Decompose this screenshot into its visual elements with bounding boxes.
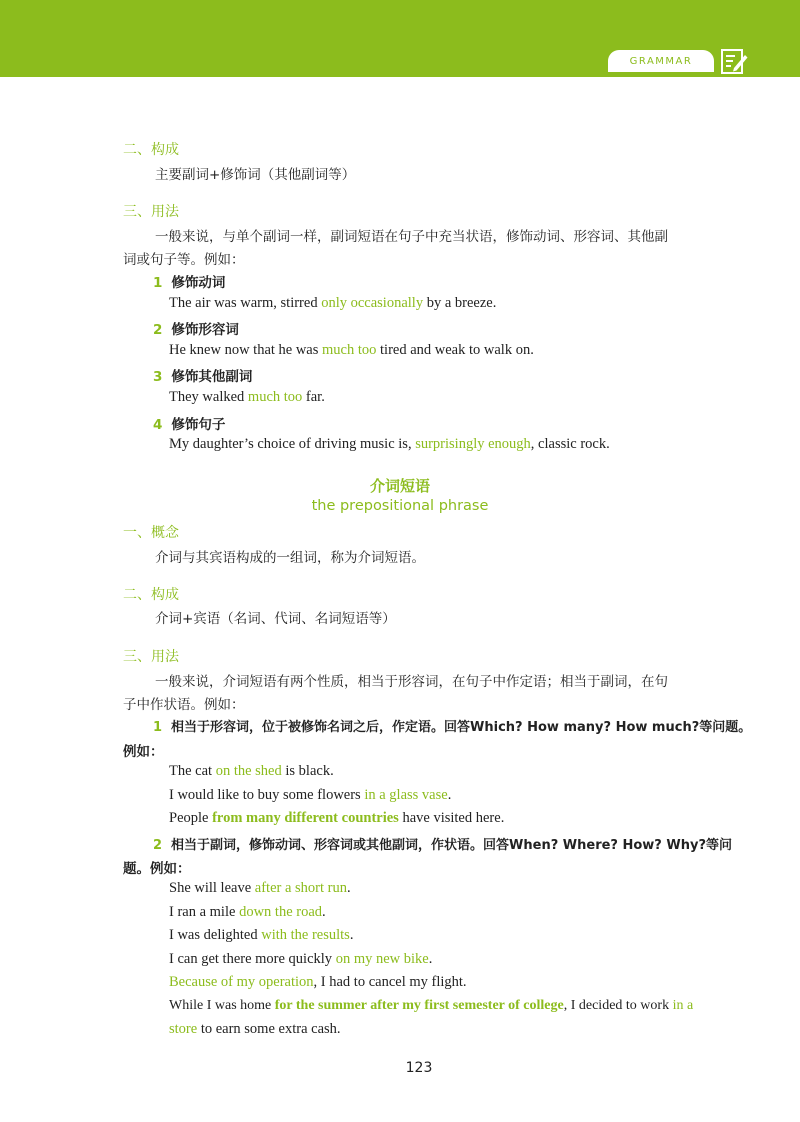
prep-adj-example-1: The cat on the shed is black. (169, 763, 334, 779)
adverb-example-4: My daughter’s choice of driving music is, surprisingly enough, classic rock. (169, 436, 610, 452)
prep-adj-example-3: People from many different countries have visited here. (169, 810, 505, 826)
adverb-example-3: They walked much too far. (169, 389, 325, 405)
prep-phrase-title-cn: 介词短语 (369, 477, 430, 495)
adverb-composition-heading: 二、构成 (123, 142, 179, 158)
adverb-usage-heading: 三、用法 (123, 204, 179, 220)
prep-usage-intro-line1: 一般来说，介词短语有两个性质，相当于形容词，在句子中作定语；相当于副词，在句 (155, 674, 668, 690)
prep-composition-body: 介词+宾语（名词、代词、名词短语等） (155, 611, 396, 627)
prep-usage-intro-line2: 子中作状语。例如： (123, 697, 245, 713)
adverb-usage-intro-line2: 词或句子等。例如： (123, 252, 245, 268)
prep-usage-heading: 三、用法 (123, 649, 179, 665)
prep-adv-example-3: I was delighted with the results. (169, 927, 354, 943)
prep-adv-example-4: I can get there more quickly on my new bike. (169, 951, 433, 967)
prep-adv-example-6-line1: While I was home for the summer after my first semester of college, I decided to work in a (169, 998, 694, 1013)
adverb-usage-item-3: 3 修饰其他副词 (153, 369, 253, 385)
adverb-example-1: The air was warm, stirred only occasionally by a breeze. (169, 295, 497, 311)
prep-adv-example-5: Because of my operation, I had to cancel my flight. (169, 974, 467, 990)
prep-adv-rule-line1: 2 相当于副词，修饰动词、形容词或其他副词，作状语。回答When? Where? How? Why?等问 (153, 838, 732, 853)
grammar-tab: GRAMMAR (608, 50, 714, 72)
prep-concept-heading: 一、概念 (123, 525, 179, 541)
notebook-pencil-icon (719, 46, 749, 76)
page-number: 123 (405, 1060, 433, 1076)
adverb-usage-intro-line1: 一般来说，与单个副词一样，副词短语在句子中充当状语，修饰动词、形容词、其他副 (155, 229, 668, 245)
prep-adj-rule-line2: 例如： (123, 744, 164, 760)
prep-adv-example-6-line2: store to earn some extra cash. (169, 1021, 341, 1037)
adverb-composition-body: 主要副词+修饰词（其他副词等） (155, 167, 356, 183)
adverb-usage-item-2: 2 修饰形容词 (153, 322, 239, 338)
prep-adj-example-2: I would like to buy some flowers in a glass vase. (169, 787, 452, 803)
prep-adv-rule-line2: 题。例如： (123, 861, 191, 877)
prep-adj-rule-line1: 1 相当于形容词，位于被修饰名词之后，作定语。回答Which? How many? How much?等问题。 (153, 720, 752, 735)
adverb-usage-item-1: 1 修饰动词 (153, 275, 226, 291)
adverb-example-2: He knew now that he was much too tired and weak to walk on. (169, 342, 534, 358)
prep-adv-example-2: I ran a mile down the road. (169, 904, 326, 920)
prep-composition-heading: 二、构成 (123, 587, 179, 603)
adverb-usage-item-4: 4 修饰句子 (153, 417, 226, 433)
prep-adv-example-1: She will leave after a short run. (169, 880, 351, 896)
prep-phrase-title-en: the prepositional phrase (311, 498, 489, 514)
prep-concept-body: 介词与其宾语构成的一组词，称为介词短语。 (155, 550, 425, 566)
